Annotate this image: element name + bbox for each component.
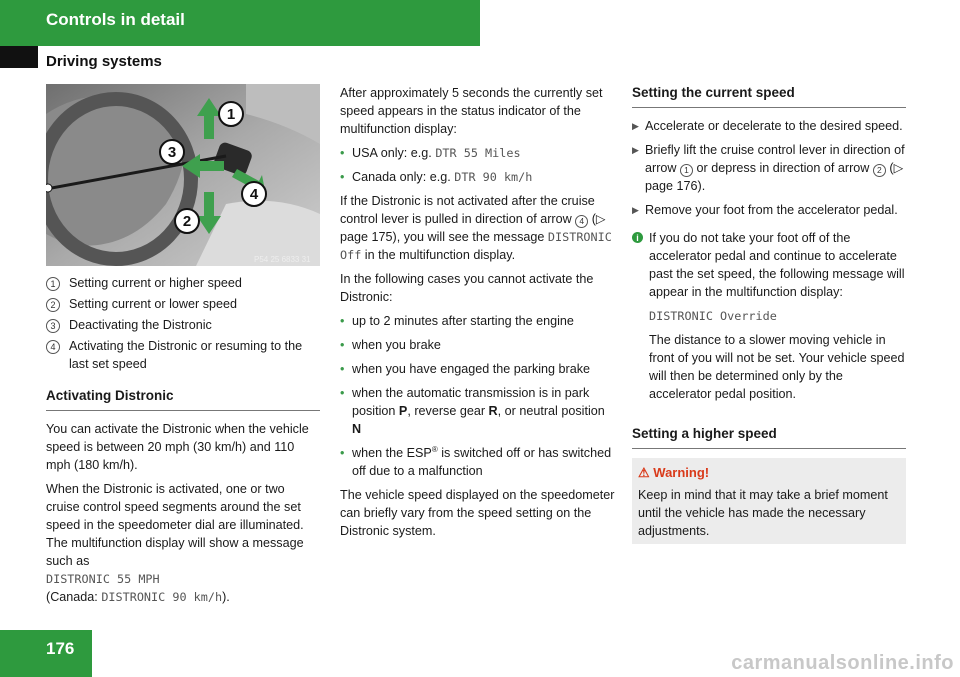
step-item: ▶ Accelerate or decelerate to the desired speed. xyxy=(632,119,903,133)
legend-item: 2 Setting current or lower speed xyxy=(46,295,320,313)
display-message: DISTRONIC Override xyxy=(649,309,777,323)
paragraph: After approximately 5 seconds the currently set speed appears in the status indicator of the multifunction display: xyxy=(340,86,603,136)
paragraph: If the Distronic is not activated after the cruise control lever is pulled in direction of arrow 4 (▷ page 175), you will see the message DISTRONIC Off in the multifunction display. xyxy=(340,194,612,262)
legend-item: 1 Setting current or higher speed xyxy=(46,274,320,292)
image-code: P54 25 6833 31 xyxy=(254,255,311,264)
paragraph: In the following cases you cannot activate the Distronic: xyxy=(340,272,594,304)
callout-2: 2 xyxy=(182,213,192,230)
warning-icon: ⚠ xyxy=(638,465,650,480)
paragraph: The vehicle speed displayed on the speedometer can briefly vary from the speed setting on the Distronic system. xyxy=(340,488,615,538)
list-item: • when the automatic transmission is in park position P, reverse gear R, or neutral position N xyxy=(340,386,605,436)
list-item: • when the ESP® is switched off or has switched off due to a malfunction xyxy=(340,444,612,478)
section-header xyxy=(0,0,480,46)
legend xyxy=(46,274,320,373)
info-icon: i xyxy=(632,232,643,243)
cruise-control-lever-photo xyxy=(46,84,320,266)
page-number: 176 xyxy=(46,639,75,658)
info-note: i If you do not take your foot off of the accelerator pedal and continue to accelerate past the set speed, the following message will appear in the multifunction display: DISTRONIC Override The distance to a slower moving vehicle in front of you will not be set. Your vehicle speed will then be determined only by the accelerator pedal position. xyxy=(632,229,906,409)
callout-4: 4 xyxy=(249,186,259,203)
column-2 xyxy=(340,84,616,546)
cruise-control-lever-illustration xyxy=(46,84,320,266)
arrow-number: 4 xyxy=(575,215,588,228)
watermark: carmanualsonline.info xyxy=(731,652,954,674)
callout-1: 1 xyxy=(226,106,236,123)
heading-setting-current-speed: Setting the current speed xyxy=(632,84,906,108)
step-item: ▶ Remove your foot from the accelerator pedal. xyxy=(632,203,898,217)
list-item: • Canada only: e.g. DTR 90 km/h xyxy=(340,170,533,184)
list-item: • when you have engaged the parking brake xyxy=(340,362,591,376)
callout-3: 3 xyxy=(167,144,177,161)
heading-activating-distronic: Activating Distronic xyxy=(46,387,320,411)
warning-box: ⚠ Warning! Keep in mind that it may take a brief moment until the vehicle has made the necessary adjustments. xyxy=(632,458,906,544)
page-number-box xyxy=(0,630,92,677)
step-item: ▶ Briefly lift the cruise control lever in direction of arrow 1 or depress in direction of arrow 2 (▷ page 176). xyxy=(632,143,905,193)
list-item: • USA only: e.g. DTR 55 Miles xyxy=(340,146,521,160)
legend-item: 3 Deactivating the Distronic xyxy=(46,316,320,334)
legend-item: 4 Activating the Distronic or resuming to the last set speed xyxy=(46,337,320,373)
display-message: DISTRONIC 90 km/h xyxy=(101,590,223,604)
column-3 xyxy=(632,84,906,544)
corner-marker xyxy=(0,46,38,68)
paragraph: You can activate the Distronic when the vehicle speed is between 20 mph (30 km/h) and 110 mph (180 km/h). xyxy=(46,422,309,472)
section-title: Controls in detail xyxy=(46,10,185,29)
subsection-title: Driving systems xyxy=(46,53,162,70)
paragraph: When the Distronic is activated, one or two cruise control speed segments around the set speed in the speedometer dial are illuminated. The multifunction display will show a message such as DISTRONIC 55 MPH (Canada: DISTRONIC 90 km/h). xyxy=(46,482,304,604)
list-item: • up to 2 minutes after starting the engine xyxy=(340,314,574,328)
display-message: DISTRONIC 55 MPH xyxy=(46,572,160,586)
heading-setting-higher-speed: Setting a higher speed xyxy=(632,425,906,449)
list-item: • when you brake xyxy=(340,338,441,352)
column-1 xyxy=(46,84,320,606)
